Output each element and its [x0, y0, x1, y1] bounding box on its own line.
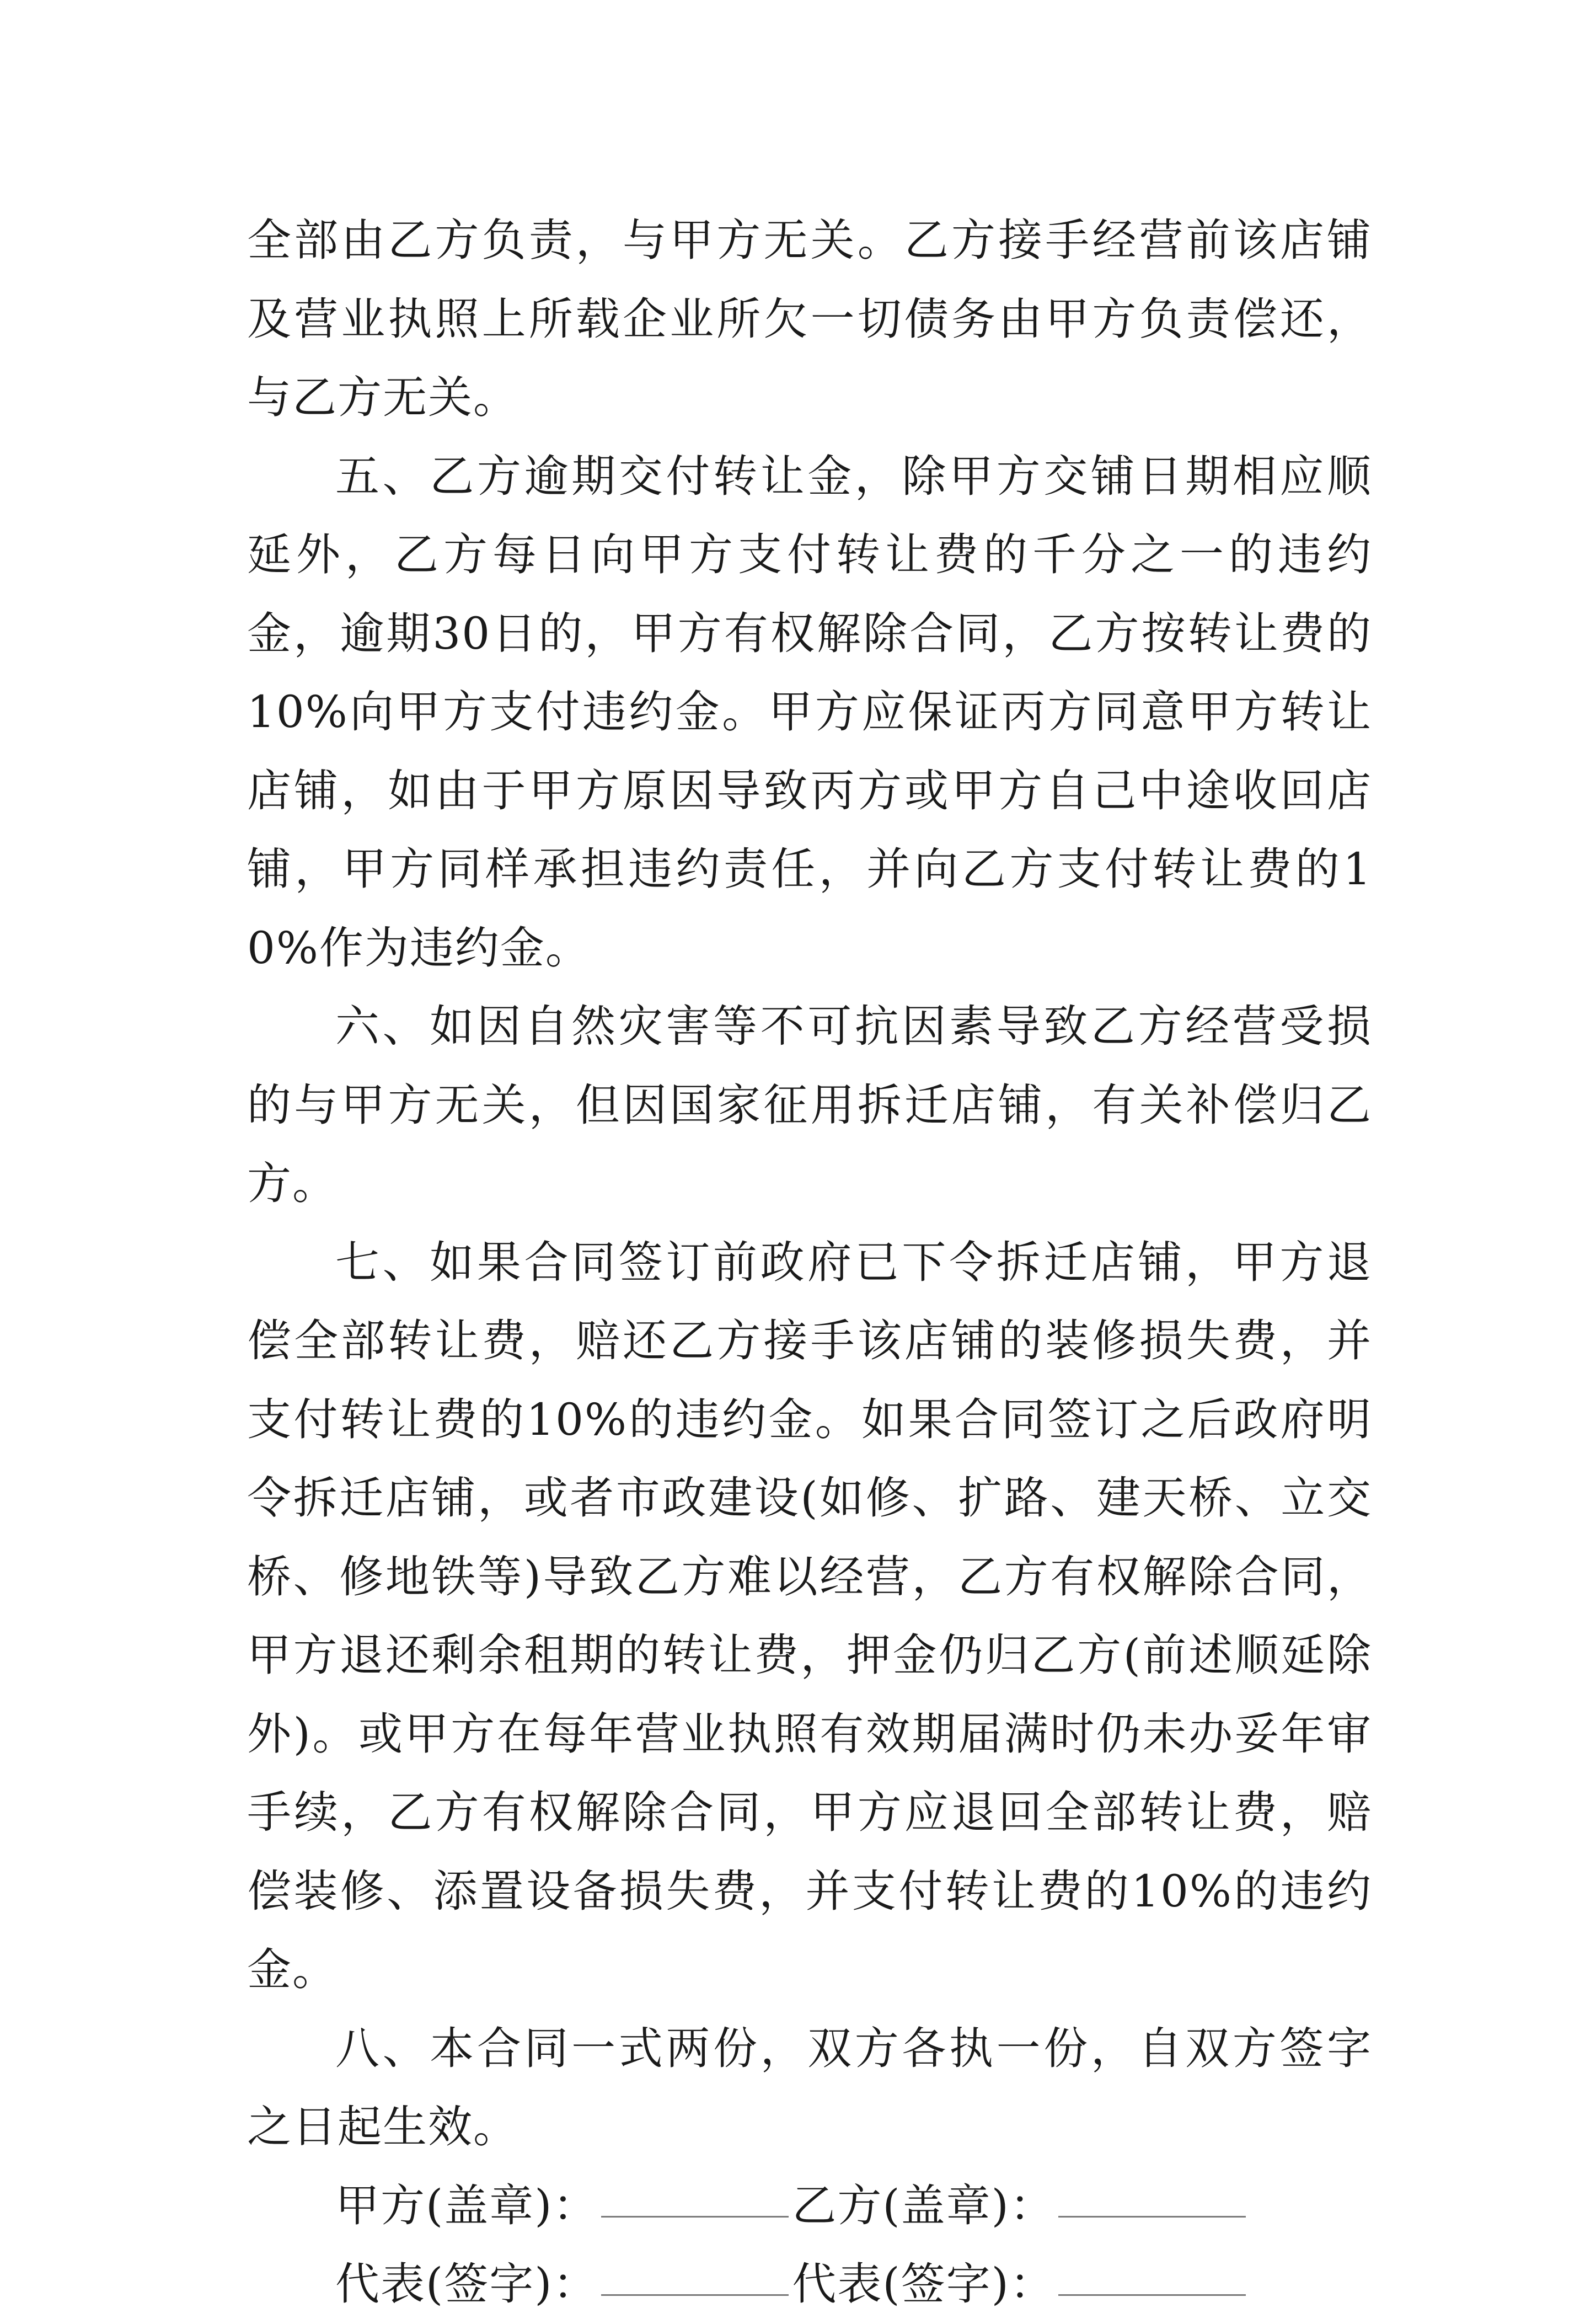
party-b-representative-line [1058, 2283, 1246, 2296]
paragraph-clause-7: 七、如果合同签订前政府已下令拆迁店铺，甲方退偿全部转让费，赔还乙方接手该店铺的装修损失费，并支付转让费的10%的违约金。如果合同签订之后政府明令拆迁店铺，或者市政建设(如修、扩路、建天桥、立交桥、修地铁等)导致乙方难以经营，乙方有权解除合同，甲方退还剩余租期的转让费，押金仍归乙方(前述顺延除外)。或甲方在每年营业执照有效期届满时仍未办妥年审手续，乙方有权解除合同，甲方应退回全部转让费，赔偿装修、添置设备损失费，并支付转让费的10%的违约金。 [247, 1236, 1372, 1995]
party-b-seal-line [1058, 2205, 1246, 2218]
party-b-seal-label: 乙方(盖章)： [792, 2179, 1055, 2231]
signature-row-seal [247, 2167, 1372, 2246]
paragraph-continuation: 全部由乙方负责，与甲方无关。乙方接手经营前该店铺及营业执照上所载企业所欠一切债务由甲方负责偿还，与乙方无关。 [247, 215, 1372, 423]
document-page [247, 201, 1372, 2324]
paragraph-clause-6: 六、如因自然灾害等不可抗因素导致乙方经营受损的与甲方无关，但因国家征用拆迁店铺，有关补偿归乙方。 [247, 1001, 1372, 1209]
paragraph-clause-5: 五、乙方逾期交付转让金，除甲方交铺日期相应顺延外，乙方每日向甲方支付转让费的千分之一的违约金，逾期30日的，甲方有权解除合同，乙方按转让费的10%向甲方支付违约金。甲方应保证丙方同意甲方转让店铺，如由于甲方原因导致丙方或甲方自己中途收回店铺，甲方同样承担违约责任，并向乙方支付转让费的10%作为违约金。 [247, 450, 1372, 974]
signature-row-representative [247, 2245, 1372, 2324]
party-a-seal-line [601, 2205, 789, 2218]
paragraph-clause-8: 八、本合同一式两份，双方各执一份，自双方签字之日起生效。 [247, 2022, 1372, 2152]
party-b-representative-label: 代表(签字)： [792, 2258, 1055, 2310]
party-a-representative-line [601, 2283, 789, 2296]
party-a-seal-label: 甲方(盖章)： [335, 2179, 598, 2231]
party-a-representative-label: 代表(签字)： [335, 2258, 598, 2310]
signature-block [247, 2167, 1372, 2324]
